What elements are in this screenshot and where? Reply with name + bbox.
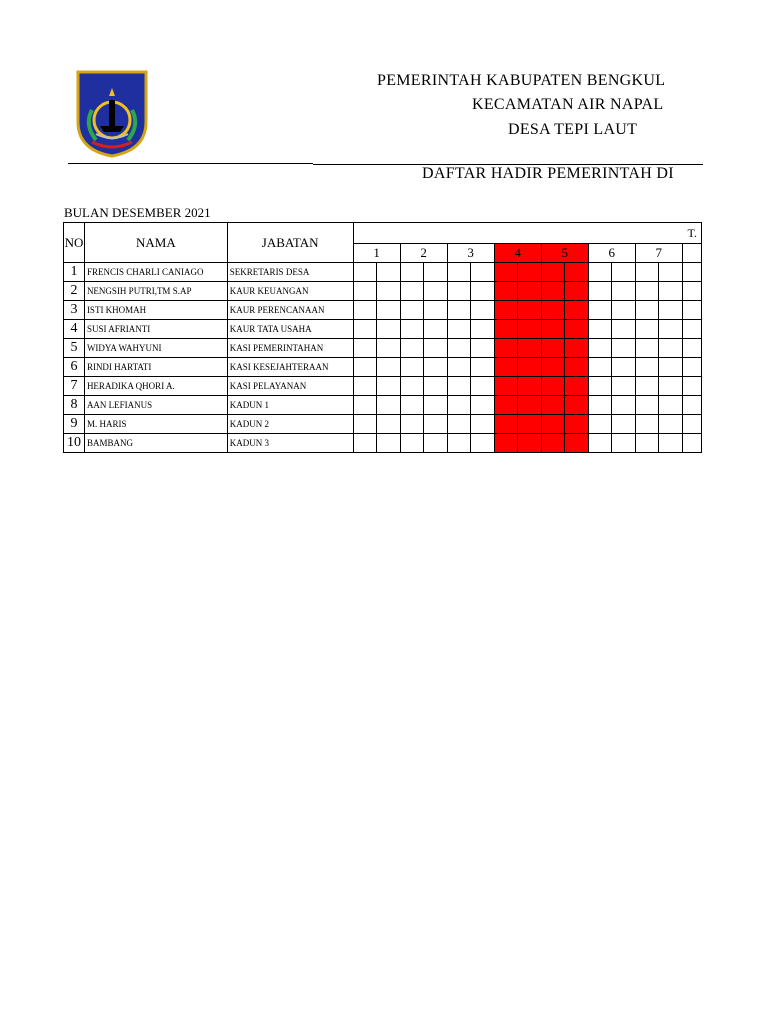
attendance-cell-day-5[interactable] — [565, 320, 589, 339]
attendance-cell-day-6[interactable] — [588, 339, 612, 358]
attendance-cell-day-4[interactable] — [494, 415, 518, 434]
attendance-cell-day-5[interactable] — [541, 301, 565, 320]
attendance-cell-day-1[interactable] — [377, 282, 401, 301]
attendance-cell-day-5[interactable] — [541, 282, 565, 301]
attendance-cell-day-2[interactable] — [424, 301, 448, 320]
attendance-cell-day-5[interactable] — [541, 263, 565, 282]
cell-nama: M. HARIS — [84, 415, 227, 434]
attendance-cell-day-6[interactable] — [588, 358, 612, 377]
cell-nama: ISTI KHOMAH — [84, 301, 227, 320]
cell-jabatan: SEKRETARIS DESA — [227, 263, 353, 282]
attendance-cell-day-6[interactable] — [612, 396, 636, 415]
cell-no: 8 — [64, 396, 85, 415]
attendance-cell-day-6[interactable] — [588, 320, 612, 339]
attendance-cell-next[interactable] — [682, 320, 701, 339]
attendance-cell-day-5[interactable] — [565, 282, 589, 301]
attendance-cell-day-7[interactable] — [659, 339, 683, 358]
attendance-cell-day-2[interactable] — [400, 377, 424, 396]
attendance-cell-day-3[interactable] — [471, 415, 495, 434]
attendance-cell-day-2[interactable] — [424, 263, 448, 282]
document-title: DAFTAR HADIR PEMERINTAH DI — [422, 165, 674, 182]
cell-jabatan: KAUR PERENCANAAN — [227, 301, 353, 320]
attendance-cell-day-1[interactable] — [377, 358, 401, 377]
attendance-cell-day-1[interactable] — [353, 415, 377, 434]
cell-nama: WIDYA WAHYUNI — [84, 339, 227, 358]
attendance-cell-day-2[interactable] — [400, 282, 424, 301]
cell-nama: AAN LEFIANUS — [84, 396, 227, 415]
attendance-cell-day-4[interactable] — [518, 415, 542, 434]
attendance-cell-day-5[interactable] — [565, 434, 589, 453]
attendance-cell-day-3[interactable] — [471, 263, 495, 282]
attendance-cell-next[interactable] — [682, 434, 701, 453]
day-header-7: 7 — [635, 244, 682, 263]
attendance-cell-day-5[interactable] — [565, 377, 589, 396]
column-header-tanggal: T. — [353, 223, 701, 244]
attendance-cell-day-1[interactable] — [353, 434, 377, 453]
day-header-4: 4 — [494, 244, 541, 263]
regency-logo-emblem — [74, 70, 150, 158]
attendance-cell-day-4[interactable] — [518, 358, 542, 377]
cell-no: 6 — [64, 358, 85, 377]
attendance-cell-day-3[interactable] — [447, 434, 471, 453]
attendance-cell-day-1[interactable] — [353, 396, 377, 415]
attendance-cell-day-1[interactable] — [377, 263, 401, 282]
cell-jabatan: KADUN 3 — [227, 434, 353, 453]
attendance-cell-day-7[interactable] — [659, 396, 683, 415]
day-header-3: 3 — [447, 244, 494, 263]
attendance-cell-day-7[interactable] — [635, 320, 659, 339]
attendance-cell-day-7[interactable] — [635, 282, 659, 301]
attendance-cell-day-6[interactable] — [612, 263, 636, 282]
month-label: BULAN DESEMBER 2021 — [64, 205, 211, 220]
attendance-cell-day-4[interactable] — [518, 377, 542, 396]
attendance-cell-day-1[interactable] — [377, 415, 401, 434]
attendance-cell-day-5[interactable] — [565, 415, 589, 434]
day-header-1: 1 — [353, 244, 400, 263]
attendance-cell-day-1[interactable] — [377, 396, 401, 415]
attendance-cell-day-6[interactable] — [612, 434, 636, 453]
attendance-cell-day-2[interactable] — [400, 301, 424, 320]
attendance-cell-day-7[interactable] — [659, 282, 683, 301]
attendance-cell-day-6[interactable] — [588, 282, 612, 301]
cell-jabatan: KADUN 1 — [227, 396, 353, 415]
attendance-cell-day-4[interactable] — [518, 339, 542, 358]
attendance-cell-day-6[interactable] — [588, 263, 612, 282]
cell-jabatan: KADUN 2 — [227, 415, 353, 434]
attendance-cell-day-4[interactable] — [494, 377, 518, 396]
attendance-cell-day-5[interactable] — [541, 434, 565, 453]
cell-jabatan: KASI KESEJAHTERAAN — [227, 358, 353, 377]
attendance-cell-next[interactable] — [682, 301, 701, 320]
cell-nama: NENGSIH PUTRI,TM S.AP — [84, 282, 227, 301]
attendance-cell-day-7[interactable] — [635, 301, 659, 320]
attendance-cell-day-2[interactable] — [400, 434, 424, 453]
attendance-cell-day-7[interactable] — [635, 263, 659, 282]
attendance-cell-next[interactable] — [682, 358, 701, 377]
day-header-6: 6 — [588, 244, 635, 263]
day-header-2: 2 — [400, 244, 447, 263]
day-header-next — [682, 244, 701, 263]
attendance-cell-day-7[interactable] — [635, 415, 659, 434]
cell-no: 1 — [64, 263, 85, 282]
attendance-cell-day-1[interactable] — [377, 377, 401, 396]
attendance-cell-day-7[interactable] — [659, 301, 683, 320]
cell-nama: RINDI HARTATI — [84, 358, 227, 377]
attendance-cell-day-1[interactable] — [353, 377, 377, 396]
attendance-cell-day-2[interactable] — [424, 377, 448, 396]
attendance-cell-day-5[interactable] — [565, 339, 589, 358]
attendance-cell-day-7[interactable] — [659, 434, 683, 453]
attendance-cell-day-4[interactable] — [518, 301, 542, 320]
attendance-cell-day-5[interactable] — [541, 396, 565, 415]
attendance-cell-day-6[interactable] — [588, 434, 612, 453]
attendance-cell-day-3[interactable] — [471, 339, 495, 358]
attendance-cell-day-4[interactable] — [494, 301, 518, 320]
attendance-cell-day-3[interactable] — [471, 377, 495, 396]
attendance-cell-day-3[interactable] — [447, 339, 471, 358]
attendance-cell-next[interactable] — [682, 282, 701, 301]
attendance-cell-day-4[interactable] — [494, 282, 518, 301]
attendance-cell-day-6[interactable] — [612, 282, 636, 301]
attendance-cell-day-5[interactable] — [565, 358, 589, 377]
attendance-cell-day-1[interactable] — [353, 301, 377, 320]
attendance-cell-day-2[interactable] — [424, 434, 448, 453]
attendance-cell-day-4[interactable] — [518, 282, 542, 301]
attendance-cell-day-3[interactable] — [471, 358, 495, 377]
column-header-no: NO — [64, 223, 85, 263]
attendance-cell-day-1[interactable] — [377, 434, 401, 453]
table-row — [64, 301, 702, 320]
cell-jabatan: KASI PELAYANAN — [227, 377, 353, 396]
attendance-cell-day-7[interactable] — [635, 377, 659, 396]
header-line-regency: PEMERINTAH KABUPATEN BENGKUL — [377, 72, 666, 89]
attendance-cell-day-1[interactable] — [353, 339, 377, 358]
attendance-cell-day-1[interactable] — [377, 320, 401, 339]
attendance-cell-day-5[interactable] — [541, 358, 565, 377]
table-row — [64, 396, 702, 415]
attendance-cell-day-4[interactable] — [494, 358, 518, 377]
cell-jabatan: KASI PEMERINTAHAN — [227, 339, 353, 358]
attendance-cell-day-4[interactable] — [494, 320, 518, 339]
attendance-cell-day-6[interactable] — [612, 339, 636, 358]
attendance-cell-day-7[interactable] — [659, 320, 683, 339]
attendance-cell-next[interactable] — [682, 339, 701, 358]
cell-no: 5 — [64, 339, 85, 358]
attendance-cell-day-5[interactable] — [541, 415, 565, 434]
attendance-cell-next[interactable] — [682, 263, 701, 282]
attendance-cell-day-3[interactable] — [447, 320, 471, 339]
attendance-cell-day-6[interactable] — [588, 396, 612, 415]
table-row — [64, 434, 702, 453]
attendance-cell-day-2[interactable] — [400, 263, 424, 282]
attendance-cell-day-1[interactable] — [353, 320, 377, 339]
attendance-cell-day-7[interactable] — [659, 377, 683, 396]
attendance-cell-day-4[interactable] — [518, 434, 542, 453]
attendance-cell-day-2[interactable] — [400, 339, 424, 358]
attendance-cell-day-3[interactable] — [471, 320, 495, 339]
attendance-cell-day-4[interactable] — [494, 339, 518, 358]
attendance-cell-next[interactable] — [682, 377, 701, 396]
attendance-cell-day-2[interactable] — [424, 396, 448, 415]
attendance-cell-day-3[interactable] — [447, 301, 471, 320]
attendance-cell-day-3[interactable] — [447, 396, 471, 415]
attendance-cell-day-1[interactable] — [353, 358, 377, 377]
attendance-cell-day-5[interactable] — [541, 339, 565, 358]
attendance-cell-day-7[interactable] — [635, 339, 659, 358]
attendance-cell-day-4[interactable] — [518, 320, 542, 339]
attendance-cell-day-3[interactable] — [471, 282, 495, 301]
attendance-cell-day-7[interactable] — [635, 358, 659, 377]
table-row — [64, 377, 702, 396]
attendance-cell-day-6[interactable] — [588, 415, 612, 434]
attendance-cell-day-3[interactable] — [471, 396, 495, 415]
cell-nama: FRENCIS CHARLI CANIAGO — [84, 263, 227, 282]
attendance-cell-day-3[interactable] — [447, 358, 471, 377]
attendance-cell-day-5[interactable] — [541, 320, 565, 339]
attendance-cell-day-5[interactable] — [565, 301, 589, 320]
cell-no: 4 — [64, 320, 85, 339]
attendance-cell-next[interactable] — [682, 415, 701, 434]
attendance-cell-day-6[interactable] — [588, 301, 612, 320]
attendance-cell-day-2[interactable] — [400, 358, 424, 377]
attendance-cell-day-3[interactable] — [447, 377, 471, 396]
cell-nama: HERADIKA QHORI A. — [84, 377, 227, 396]
cell-nama: SUSI AFRIANTI — [84, 320, 227, 339]
attendance-cell-day-6[interactable] — [612, 320, 636, 339]
attendance-table-viewport — [63, 222, 702, 454]
attendance-cell-day-6[interactable] — [612, 415, 636, 434]
table-row — [64, 358, 702, 377]
attendance-cell-day-7[interactable] — [659, 263, 683, 282]
attendance-cell-day-6[interactable] — [612, 358, 636, 377]
attendance-cell-day-1[interactable] — [353, 263, 377, 282]
column-header-jabatan: JABATAN — [227, 223, 353, 263]
header-line-district: KECAMATAN AIR NAPAL — [472, 96, 664, 113]
attendance-table — [63, 222, 702, 453]
attendance-cell-day-2[interactable] — [424, 358, 448, 377]
attendance-cell-day-2[interactable] — [400, 415, 424, 434]
cell-jabatan: KAUR KEUANGAN — [227, 282, 353, 301]
header-divider — [68, 163, 313, 164]
attendance-cell-day-4[interactable] — [494, 396, 518, 415]
attendance-cell-day-4[interactable] — [494, 263, 518, 282]
attendance-cell-day-3[interactable] — [471, 434, 495, 453]
attendance-cell-day-4[interactable] — [518, 263, 542, 282]
column-header-nama: NAMA — [84, 223, 227, 263]
attendance-cell-next[interactable] — [682, 396, 701, 415]
table-row — [64, 282, 702, 301]
cell-jabatan: KAUR TATA USAHA — [227, 320, 353, 339]
table-row — [64, 320, 702, 339]
header-line-village: DESA TEPI LAUT — [508, 121, 638, 138]
attendance-cell-day-6[interactable] — [612, 301, 636, 320]
cell-no: 9 — [64, 415, 85, 434]
attendance-cell-day-2[interactable] — [424, 415, 448, 434]
attendance-cell-day-3[interactable] — [447, 415, 471, 434]
cell-nama: BAMBANG — [84, 434, 227, 453]
attendance-cell-day-5[interactable] — [565, 396, 589, 415]
attendance-cell-day-6[interactable] — [588, 377, 612, 396]
attendance-cell-day-2[interactable] — [400, 320, 424, 339]
cell-no: 2 — [64, 282, 85, 301]
attendance-cell-day-1[interactable] — [353, 282, 377, 301]
attendance-cell-day-4[interactable] — [518, 396, 542, 415]
attendance-cell-day-6[interactable] — [612, 377, 636, 396]
day-header-5: 5 — [541, 244, 588, 263]
attendance-cell-day-4[interactable] — [494, 434, 518, 453]
attendance-cell-day-2[interactable] — [424, 339, 448, 358]
attendance-cell-day-7[interactable] — [659, 358, 683, 377]
attendance-cell-day-3[interactable] — [447, 263, 471, 282]
attendance-cell-day-7[interactable] — [635, 434, 659, 453]
attendance-cell-day-5[interactable] — [541, 377, 565, 396]
attendance-cell-day-3[interactable] — [447, 282, 471, 301]
attendance-cell-day-1[interactable] — [377, 339, 401, 358]
table-row — [64, 415, 702, 434]
cell-no: 7 — [64, 377, 85, 396]
attendance-cell-day-2[interactable] — [424, 282, 448, 301]
cell-no: 10 — [64, 434, 85, 453]
attendance-cell-day-5[interactable] — [565, 263, 589, 282]
table-row — [64, 339, 702, 358]
attendance-cell-day-1[interactable] — [377, 301, 401, 320]
attendance-cell-day-3[interactable] — [471, 301, 495, 320]
attendance-cell-day-7[interactable] — [659, 415, 683, 434]
attendance-cell-day-7[interactable] — [635, 396, 659, 415]
attendance-cell-day-2[interactable] — [424, 320, 448, 339]
attendance-cell-day-2[interactable] — [400, 396, 424, 415]
table-row — [64, 263, 702, 282]
cell-no: 3 — [64, 301, 85, 320]
